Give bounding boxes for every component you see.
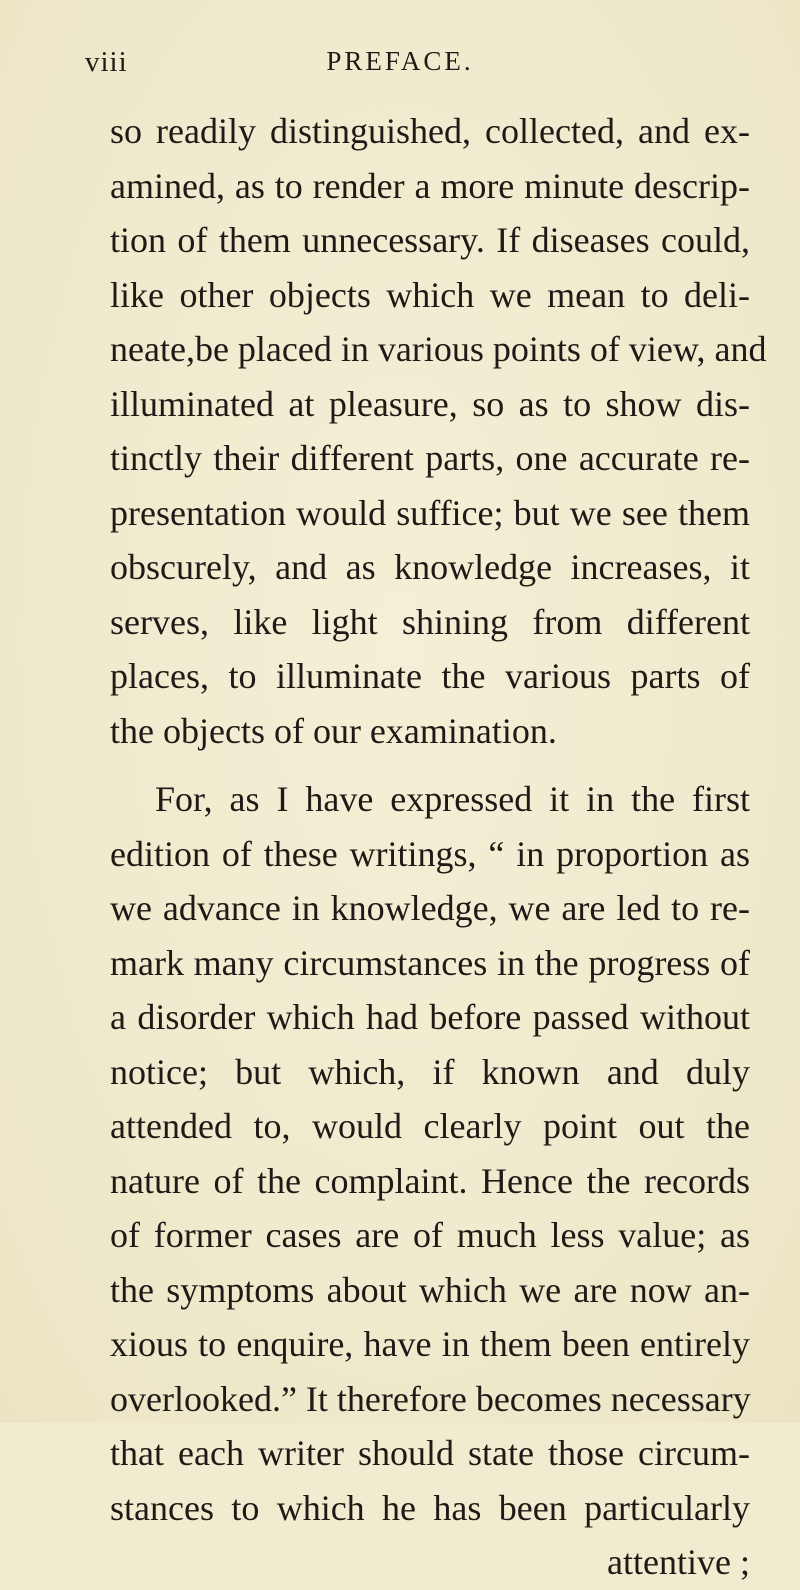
text-line: a disorder which had before passed without (110, 997, 750, 1037)
text-line: the objects of our examination. (110, 710, 557, 751)
text-line: notice; but which, if known and duly (110, 1051, 750, 1092)
text-line: presentation would suffice; but we see them (110, 492, 750, 533)
text-line: attentive ; (607, 1542, 750, 1582)
text-line: of former cases are of much less value; as (110, 1215, 750, 1255)
text-line: overlooked.” It therefore becomes necessary (110, 1378, 751, 1419)
text-line: nature of the complaint. Hence the records (110, 1160, 750, 1201)
text-line: tinctly their different parts, one accurate re- (110, 438, 750, 478)
paragraph-1 (110, 104, 767, 758)
text-line: illuminated at pleasure, so as to show dis- (110, 383, 750, 424)
page-number: viii (85, 46, 128, 78)
text-line: obscurely, and as knowledge increases, it (110, 547, 750, 587)
body-text (110, 104, 767, 1590)
text-line: stances to which he has been particularly (110, 1487, 750, 1528)
text-line: neate,be placed in various points of view, and (110, 329, 767, 369)
text-line: that each writer should state those circum- (110, 1433, 750, 1473)
text-line: edition of these writings, “ in proportion as (110, 833, 750, 874)
paragraph-gap (110, 758, 750, 772)
text-line: attended to, would clearly point out the (110, 1106, 750, 1146)
text-line: we advance in knowledge, we are led to re- (110, 888, 750, 928)
text-line: tion of them unnecessary. If diseases could, (110, 220, 750, 260)
text-line: For, as I have expressed it in the first (155, 779, 750, 819)
text-line: amined, as to render a more minute descrip- (110, 165, 750, 206)
text-line: mark many circumstances in the progress of (110, 942, 750, 983)
text-line: places, to illuminate the various parts of (110, 656, 750, 696)
text-line: the symptoms about which we are now an- (110, 1269, 750, 1310)
paragraph-2 (110, 772, 750, 1590)
page-header (0, 46, 800, 86)
text-line: like other objects which we mean to deli- (110, 274, 750, 315)
running-title: PREFACE. (326, 46, 474, 76)
text-line: xious to enquire, have in them been entirely (110, 1324, 750, 1364)
text-line: so readily distinguished, collected, and ex- (110, 111, 750, 151)
text-line: serves, like light shining from different (110, 601, 750, 642)
